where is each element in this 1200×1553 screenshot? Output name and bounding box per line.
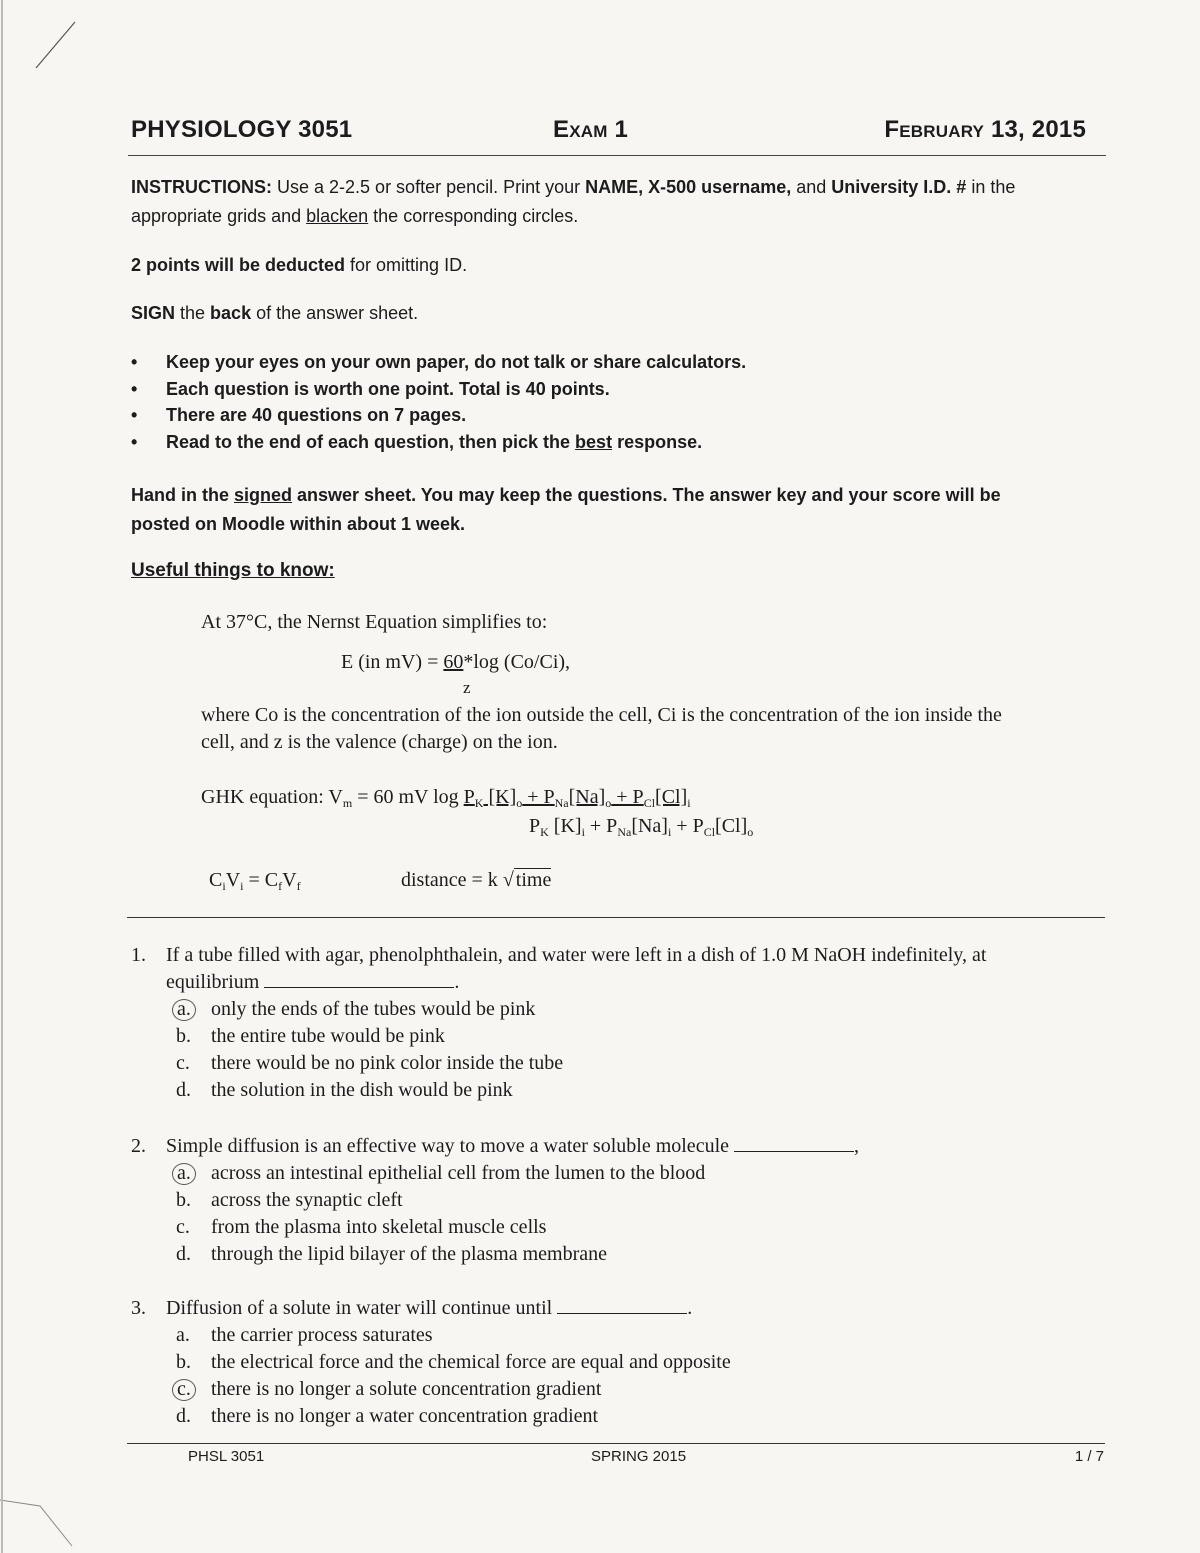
answer-blank bbox=[734, 1133, 854, 1152]
points-note: 2 points will be deducted for omitting ID. bbox=[131, 255, 468, 275]
question-2 bbox=[131, 1133, 1091, 1268]
answer-blank bbox=[557, 1295, 687, 1314]
distance-equation: distance = k √ time bbox=[401, 869, 552, 891]
footer-rule bbox=[127, 1443, 1105, 1444]
dilution-equation: $C_iV_i = C_fV_f$ bbox=[209, 869, 301, 893]
answer-blank bbox=[264, 969, 454, 988]
footer-course: PHSL 3051 bbox=[188, 1448, 265, 1465]
option-b: b. the electrical force and the chemical force are equal and opposite bbox=[176, 1351, 731, 1373]
list-item: • There are 40 questions on 7 pages. bbox=[131, 402, 1091, 429]
question-1 bbox=[131, 942, 1031, 1104]
list-item: • Each question is worth one point. Total is 40 points. bbox=[131, 376, 1091, 403]
course-title: PHYSIOLOGY 3051 bbox=[131, 116, 353, 143]
list-item: • Read to the end of each question, then pick the best response. bbox=[131, 429, 1091, 456]
list-item: • Keep your eyes on your own paper, do not talk or share calculators. bbox=[131, 349, 1091, 376]
option-d: d. through the lipid bilayer of the plasma membrane bbox=[176, 1243, 607, 1265]
instructions: INSTRUCTIONS: Use a 2-2.5 or softer pencil. Print your NAME, X-500 username, and University I.D. # in the appropriate grids and blacken the corresponding circles. bbox=[131, 177, 1016, 226]
nernst-denominator: z bbox=[463, 678, 471, 697]
option-c: c. there would be no pink color inside the tube bbox=[176, 1052, 564, 1074]
question-stem: 1. If a tube filled with agar, phenolphthalein, and water were left in a dish of 1.0 M NaOH indefinitely, at equilibrium . bbox=[131, 944, 987, 993]
option-b: b. across the synaptic cleft bbox=[176, 1189, 403, 1211]
option-c: c. from the plasma into skeletal muscle cells bbox=[176, 1216, 547, 1238]
option-b: b. the entire tube would be pink bbox=[176, 1025, 445, 1047]
nernst-explanation: where Co is the concentration of the ion outside the cell, Ci is the concentration of the ion inside the cell, and z is the valence (charge) on the ion. bbox=[201, 704, 1002, 753]
ghk-numerator: $P_K$ $[K]_o + P_{Na}[Na]_o + P_{Cl}[Cl]_i$ bbox=[463, 786, 691, 810]
ghk-denominator: $P_K$ $[K]_i + P_{Na}[Na]_i + P_{Cl}[Cl]_o$ bbox=[529, 815, 754, 839]
option-a: a. the carrier process saturates bbox=[176, 1324, 433, 1346]
page-number: 1 / 7 bbox=[1074, 1448, 1104, 1465]
option-d: d. the solution in the dish would be pink bbox=[176, 1079, 513, 1101]
ghk-equation: GHK equation: $V_m = 60$ mV $\log P_K$ $[K]_o + P_{Na}[Na]_o + P_{Cl}[Cl]_i$ bbox=[201, 786, 691, 810]
instructions-label: INSTRUCTIONS: bbox=[131, 177, 272, 197]
rules-list bbox=[131, 349, 1091, 455]
header-rule bbox=[128, 155, 1106, 156]
sign-note: SIGN the back of the answer sheet. bbox=[131, 303, 419, 323]
question-3 bbox=[131, 1295, 1031, 1430]
hand-in-note: Hand in the signed answer sheet. You may keep the questions. The answer key and your score will be posted on Moodle within about 1 week. bbox=[131, 485, 1001, 534]
option-a: a. across an intestinal epithelial cell from the lumen to the blood bbox=[131, 1160, 1091, 1187]
exam-date: February 13, 2015 bbox=[884, 116, 1086, 143]
option-c: c. there is no longer a solute concentration gradient bbox=[131, 1376, 1031, 1403]
question-stem: 3. Diffusion of a solute in water will continue until . bbox=[131, 1297, 693, 1319]
section-divider bbox=[127, 917, 1105, 918]
exam-title: Exam 1 bbox=[553, 116, 629, 143]
nernst-equation: E (in mV) = 60*log (Co/Ci), bbox=[341, 651, 571, 673]
option-a: a. only the ends of the tubes would be pink bbox=[131, 996, 1031, 1023]
option-d: d. there is no longer a water concentration gradient bbox=[176, 1405, 599, 1427]
nernst-intro: At 37°C, the Nernst Equation simplifies to: bbox=[201, 611, 548, 633]
footer-term: SPRING 2015 bbox=[591, 1448, 687, 1465]
question-stem: 2. Simple diffusion is an effective way to move a water soluble molecule , bbox=[131, 1135, 859, 1157]
useful-heading: Useful things to know: bbox=[131, 560, 335, 581]
